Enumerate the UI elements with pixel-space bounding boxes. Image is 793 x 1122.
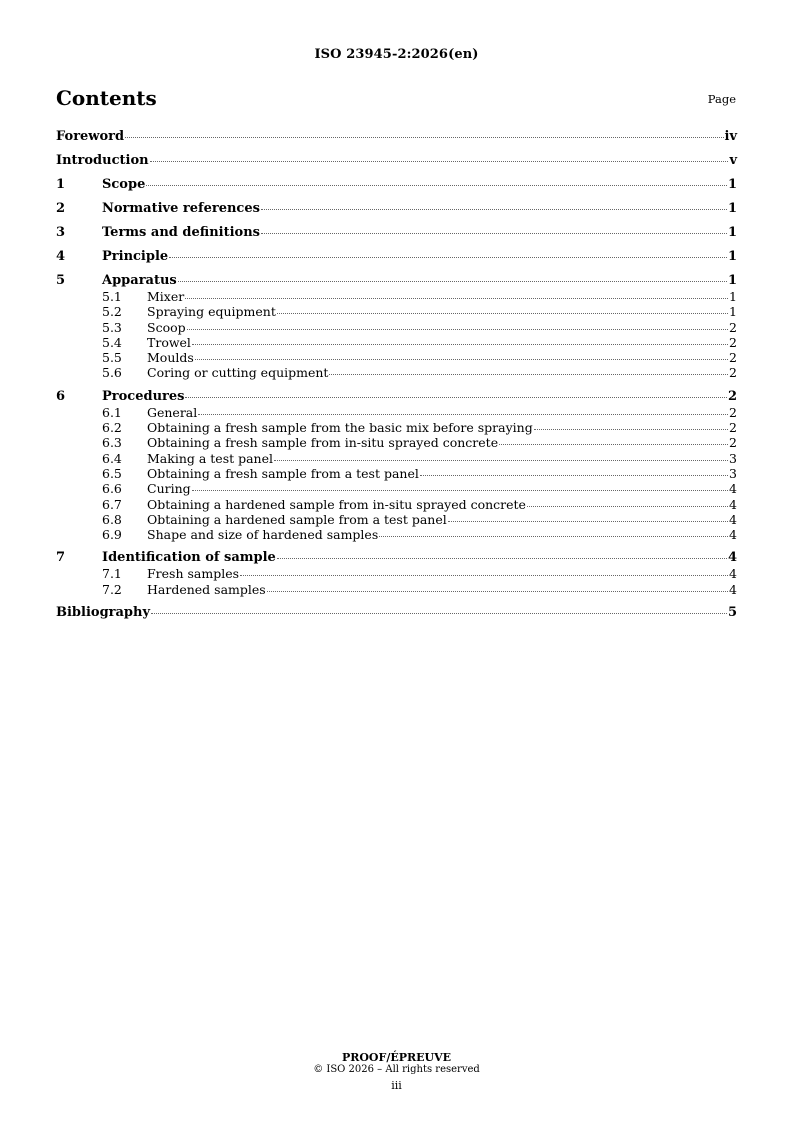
toc-entry-title: Trowel: [147, 334, 191, 350]
toc-entry-number: 1: [56, 177, 66, 192]
toc-entry-number: 7: [56, 550, 66, 566]
toc-subentry[interactable]: [56, 512, 737, 527]
toc-entry-page: 2: [729, 435, 737, 451]
toc-entry-title: Spraying equipment: [147, 304, 276, 320]
toc-entry-page: v: [729, 153, 737, 168]
toc-entry-number: 6.3: [102, 435, 122, 451]
toc-subentry[interactable]: [56, 466, 737, 481]
toc-subentry[interactable]: [56, 289, 737, 304]
toc-entry-number: 6.5: [102, 465, 122, 481]
dot-leader: [527, 506, 728, 507]
toc-entry-title: Identification of sample: [102, 550, 276, 566]
toc-entry[interactable]: [56, 249, 737, 265]
toc-entry[interactable]: [56, 605, 737, 621]
toc-entry-page: 2: [729, 350, 737, 366]
toc-entry-number: 6.8: [102, 511, 122, 527]
dot-leader: [125, 137, 723, 138]
toc-entry-number: 6.7: [102, 496, 122, 512]
dot-leader: [150, 161, 729, 162]
toc-entry-title: Moulds: [147, 350, 194, 366]
toc-entry[interactable]: [56, 389, 737, 405]
dot-leader: [192, 490, 728, 491]
toc-subentry[interactable]: [56, 566, 737, 581]
dot-leader: [267, 591, 728, 592]
toc-subentry[interactable]: [56, 582, 737, 597]
table-of-contents: [56, 129, 737, 621]
contents-title: Contents: [56, 86, 157, 110]
toc-entry-number: 4: [56, 249, 66, 264]
dot-leader: [277, 313, 728, 314]
toc-entry-page: 4: [729, 511, 737, 527]
dot-leader: [187, 329, 728, 330]
toc-entry-number: 6.2: [102, 420, 122, 436]
toc-entry-title: Terms and definitions: [102, 225, 260, 240]
dot-leader: [146, 185, 727, 186]
page-column-label: Page: [707, 92, 736, 106]
toc-entry-title: Obtaining a fresh sample from in-situ sprayed concrete: [147, 435, 499, 451]
toc-entry-title: Procedures: [102, 388, 185, 404]
toc-entry-number: 5.5: [102, 350, 122, 366]
document-id-header: ISO 23945-2:2026(en): [314, 47, 479, 62]
toc-subentry[interactable]: [56, 481, 737, 496]
toc-entry-number: 5.6: [102, 365, 122, 381]
toc-entry-page: 4: [729, 581, 737, 597]
toc-entry-title: Scope: [102, 177, 146, 192]
toc-entry-title: Principle: [102, 249, 169, 264]
toc-entry-title: Fresh samples: [147, 566, 240, 582]
toc-entry-title: Obtaining a hardened sample from a test panel: [147, 511, 447, 527]
dot-leader: [195, 359, 728, 360]
dot-leader: [420, 475, 728, 476]
toc-entry-title: Mixer: [147, 289, 185, 304]
dot-leader: [198, 414, 728, 415]
toc-entry-number: 5.1: [102, 289, 122, 304]
toc-entry-page: 2: [729, 365, 737, 381]
dot-leader: [151, 613, 727, 614]
toc-subentry[interactable]: [56, 435, 737, 450]
toc-entry[interactable]: [56, 177, 737, 193]
toc-entry-number: 6.6: [102, 481, 122, 497]
dot-leader: [178, 281, 727, 282]
dot-leader: [329, 374, 728, 375]
toc-entry[interactable]: [56, 201, 737, 217]
dot-leader: [379, 536, 728, 537]
toc-entry-title: Curing: [147, 481, 191, 497]
toc-entry-title: General: [147, 404, 198, 420]
toc-entry-number: 2: [56, 201, 66, 216]
toc-subentry[interactable]: [56, 527, 737, 542]
dot-leader: [185, 397, 726, 398]
page-number: iii: [391, 1079, 402, 1092]
toc-entry-title: Coring or cutting equipment: [147, 365, 329, 381]
toc-entry[interactable]: [56, 273, 737, 289]
toc-entry-page: 3: [729, 450, 737, 466]
dot-leader: [261, 233, 727, 234]
toc-entry-page: 2: [729, 420, 737, 436]
toc-entry-page: 1: [729, 304, 737, 320]
toc-subentry[interactable]: [56, 304, 737, 319]
toc-subentry[interactable]: [56, 451, 737, 466]
toc-entry-title: Obtaining a hardened sample from in-situ sprayed concrete: [147, 496, 526, 512]
dot-leader: [448, 521, 728, 522]
toc-entry-page: 1: [727, 201, 737, 216]
toc-subentry[interactable]: [56, 350, 737, 365]
toc-entry-page: 1: [727, 273, 737, 288]
toc-entry-page: 5: [727, 605, 737, 621]
dot-leader: [274, 460, 728, 461]
toc-entry-page: 4: [727, 550, 737, 566]
toc-entry-title: Foreword: [56, 129, 125, 144]
copyright-notice: © ISO 2026 – All rights reserved: [313, 1064, 480, 1075]
toc-entry-number: 6: [56, 388, 66, 404]
toc-entry-title: Obtaining a fresh sample from the basic mix before spraying: [147, 420, 533, 436]
toc-entry-number: 5.2: [102, 304, 122, 320]
dot-leader: [277, 558, 727, 559]
toc-entry-title: Apparatus: [102, 273, 177, 288]
page-footer: [0, 1052, 793, 1093]
toc-entry[interactable]: [56, 129, 737, 145]
toc-entry-page: 2: [729, 334, 737, 350]
dot-leader: [169, 257, 727, 258]
toc-entry-title: Introduction: [56, 153, 149, 168]
toc-entry-page: 2: [729, 404, 737, 420]
toc-entry-number: 5.3: [102, 319, 122, 335]
toc-entry[interactable]: [56, 225, 737, 241]
toc-entry-number: 7.2: [102, 581, 122, 597]
toc-entry-page: 4: [729, 496, 737, 512]
toc-entry-title: Normative references: [102, 201, 260, 216]
toc-entry-number: 5: [56, 273, 66, 288]
toc-subentry[interactable]: [56, 497, 737, 512]
toc-entry-page: 1: [727, 249, 737, 264]
toc-entry-number: 6.9: [102, 527, 122, 543]
toc-entry-page: 2: [729, 319, 737, 335]
toc-subentry[interactable]: [56, 320, 737, 335]
toc-entry-number: 6.4: [102, 450, 122, 466]
toc-entry-title: Obtaining a fresh sample from a test panel: [147, 465, 419, 481]
toc-entry-title: Bibliography: [56, 605, 151, 621]
dot-leader: [185, 298, 728, 299]
toc-entry-page: 3: [729, 465, 737, 481]
toc-entry-title: Shape and size of hardened samples: [147, 527, 379, 543]
toc-entry-number: 3: [56, 225, 66, 240]
dot-leader: [534, 429, 728, 430]
dot-leader: [192, 344, 728, 345]
toc-entry-page: iv: [724, 129, 737, 144]
dot-leader: [240, 575, 728, 576]
toc-subentry[interactable]: [56, 335, 737, 350]
toc-entry-title: Scoop: [147, 319, 186, 335]
toc-entry-title: Making a test panel: [147, 450, 274, 466]
toc-entry-page: 4: [729, 527, 737, 543]
toc-subentry[interactable]: [56, 420, 737, 435]
dot-leader: [499, 444, 728, 445]
toc-entry[interactable]: [56, 550, 737, 566]
toc-entry-number: 5.4: [102, 334, 122, 350]
toc-subentry[interactable]: [56, 405, 737, 420]
toc-entry-title: Hardened samples: [147, 581, 266, 597]
dot-leader: [261, 209, 727, 210]
toc-subentry[interactable]: [56, 365, 737, 380]
toc-entry[interactable]: [56, 153, 737, 169]
toc-entry-page: 4: [729, 481, 737, 497]
toc-entry-page: 1: [729, 289, 737, 304]
toc-entry-page: 1: [727, 225, 737, 240]
proof-label: PROOF/ÉPREUVE: [341, 1051, 452, 1064]
toc-entry-page: 1: [727, 177, 737, 192]
toc-entry-number: 6.1: [102, 404, 122, 420]
toc-entry-number: 7.1: [102, 566, 122, 582]
toc-entry-page: 2: [727, 388, 737, 404]
toc-entry-page: 4: [729, 566, 737, 582]
